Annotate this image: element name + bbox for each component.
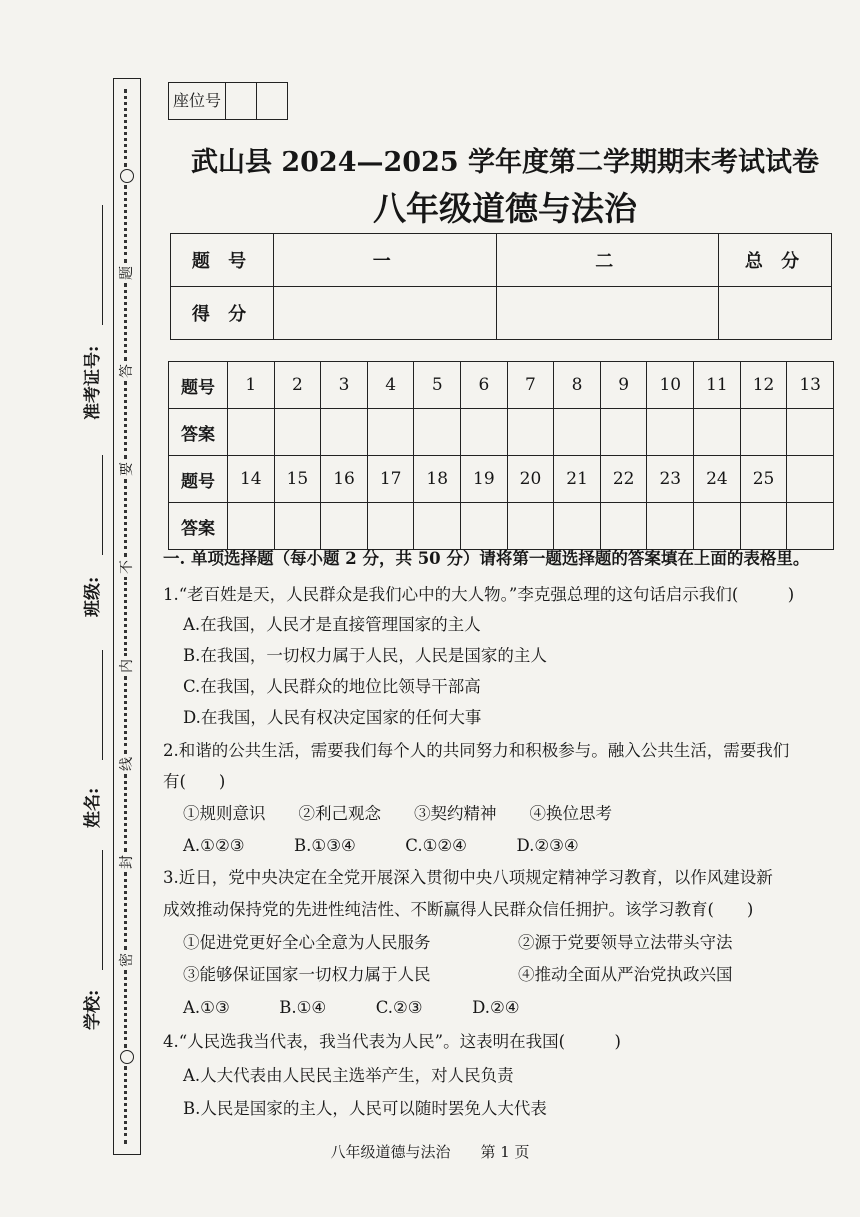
seal-char: 答: [119, 364, 135, 379]
question-no: 4: [367, 362, 414, 409]
question-no: 7: [507, 362, 554, 409]
seal-char: 题: [119, 266, 135, 281]
question-no: 10: [647, 362, 694, 409]
question-no: 3: [321, 362, 368, 409]
answer-cell[interactable]: [740, 503, 787, 550]
score-row-label: 得 分: [171, 287, 274, 340]
q2-options: A.①②③ B.①③④ C.①②④ D.②③④: [183, 836, 579, 855]
question-no: 17: [367, 456, 414, 503]
seal-circle: [120, 1050, 134, 1064]
q1-option-c: C.在我国，人民群众的地位比领导干部高: [183, 677, 481, 696]
answer-cell[interactable]: [228, 409, 275, 456]
section-heading: 一. 单项选择题（每小题 2 分，共 50 分）请将第一题选择题的答案填在上面的表格里。: [163, 549, 810, 568]
answer-cell[interactable]: [600, 503, 647, 550]
seal-line-strip: [113, 78, 141, 1155]
answer-cell[interactable]: [507, 409, 554, 456]
answer-cell[interactable]: [647, 409, 694, 456]
school-label: 学校:: [83, 989, 103, 1030]
q1-option-d: D.在我国，人民有权决定国家的任何大事: [183, 708, 482, 727]
q3-stem-cont: 成效推动保持党的先进性纯洁性、不断赢得人民群众信任拥护。该学习教育( ): [163, 900, 754, 919]
score-cell[interactable]: [719, 287, 832, 340]
question-no: [787, 456, 834, 503]
answer-cell[interactable]: [367, 503, 414, 550]
answer-cell[interactable]: [274, 503, 321, 550]
question-no: 5: [414, 362, 461, 409]
seal-char: 密: [119, 952, 135, 967]
answer-header-row-2: [169, 456, 834, 503]
name-field[interactable]: [78, 650, 108, 840]
question-no: 19: [461, 456, 508, 503]
score-col-2: 二: [496, 234, 719, 287]
seat-cell: [226, 83, 257, 119]
page-footer: 八年级道德与法治 第 1 页: [330, 1143, 530, 1161]
seal-char: 封: [119, 854, 135, 869]
answer-cell[interactable]: [507, 503, 554, 550]
seal-circle: [120, 169, 134, 183]
answer-cell[interactable]: [321, 503, 368, 550]
q1-stem: 1.“老百姓是天，人民群众是我们心中的大人物。”李克强总理的这句话启示我们( ): [163, 585, 795, 604]
question-no: 6: [461, 362, 508, 409]
score-cell[interactable]: [496, 287, 719, 340]
answer-header-row-1: [169, 362, 834, 409]
answer-cell[interactable]: [787, 503, 834, 550]
seat-number-label: 座位号: [169, 83, 226, 119]
q2-stem: 2.和谐的公共生活，需要我们每个人的共同努力和积极参与。融入公共生活，需要我们: [163, 741, 790, 760]
question-no: 23: [647, 456, 694, 503]
answer-cell[interactable]: [647, 503, 694, 550]
q3-item-3: ③能够保证国家一切权力属于人民: [183, 965, 431, 984]
q1-option-b: B.在我国，一切权力属于人民，人民是国家的主人: [183, 646, 547, 665]
seat-number-box: [168, 82, 288, 120]
q4-option-b: B.人民是国家的主人，人民可以随时罢免人大代表: [183, 1099, 547, 1118]
answer-cell[interactable]: [554, 503, 601, 550]
score-col-total: 总 分: [719, 234, 832, 287]
question-no: 15: [274, 456, 321, 503]
question-no: 14: [228, 456, 275, 503]
question-no: 8: [554, 362, 601, 409]
question-no: 2: [274, 362, 321, 409]
q3-options: A.①③ B.①④ C.②③ D.②④: [183, 998, 520, 1017]
question-no-label: 题号: [169, 362, 228, 409]
score-col-1: 一: [274, 234, 497, 287]
seal-char: 要: [119, 462, 135, 477]
question-no: 13: [787, 362, 834, 409]
question-no-label: 题号: [169, 456, 228, 503]
q2-stem-cont: 有( ): [163, 772, 226, 791]
question-no: 16: [321, 456, 368, 503]
answer-cell[interactable]: [461, 409, 508, 456]
question-no: 12: [740, 362, 787, 409]
subject-title: 八年级道德与法治: [373, 189, 637, 228]
answer-cell[interactable]: [694, 503, 741, 550]
answer-cell[interactable]: [228, 503, 275, 550]
seal-char: 不: [119, 560, 135, 575]
q1-option-a: A.在我国，人民才是直接管理国家的主人: [183, 615, 481, 634]
answer-cell[interactable]: [274, 409, 321, 456]
question-no: 11: [694, 362, 741, 409]
seal-char: 内: [119, 658, 135, 673]
q3-stem: 3.近日，党中央决定在全党开展深入贯彻中央八项规定精神学习教育，以作风建设新: [163, 868, 773, 887]
question-no: 18: [414, 456, 461, 503]
answer-row-1: [169, 409, 834, 456]
answer-cell[interactable]: [321, 409, 368, 456]
class-field[interactable]: [78, 455, 108, 625]
question-no: 22: [600, 456, 647, 503]
q3-item-1: ①促进党更好全心全意为人民服务: [183, 933, 431, 952]
question-no: 25: [740, 456, 787, 503]
q3-item-2: ②源于党要领导立法带头守法: [518, 933, 733, 952]
exam-id-field[interactable]: [78, 205, 108, 445]
answer-cell[interactable]: [600, 409, 647, 456]
answer-cell[interactable]: [461, 503, 508, 550]
answer-cell[interactable]: [694, 409, 741, 456]
class-label: 班级:: [83, 576, 103, 617]
answer-label: 答案: [169, 503, 228, 550]
answer-label: 答案: [169, 409, 228, 456]
answer-cell[interactable]: [414, 503, 461, 550]
answer-cell[interactable]: [554, 409, 601, 456]
question-no: 24: [694, 456, 741, 503]
exam-id-label: 准考证号:: [83, 345, 103, 420]
q2-items: ①规则意识 ②利己观念 ③契约精神 ④换位思考: [183, 804, 612, 823]
answer-cell[interactable]: [740, 409, 787, 456]
exam-title: 武山县 2024—2025 学年度第二学期期末考试试卷: [190, 147, 820, 178]
answer-table: [168, 361, 834, 550]
school-field[interactable]: [78, 850, 108, 1040]
question-no: 20: [507, 456, 554, 503]
score-cell[interactable]: [274, 287, 497, 340]
seal-char: 线: [119, 756, 135, 771]
question-no: 9: [600, 362, 647, 409]
score-table: [170, 233, 832, 340]
seat-cell: [257, 83, 287, 119]
answer-cell[interactable]: [367, 409, 414, 456]
answer-row-2: [169, 503, 834, 550]
question-no: 21: [554, 456, 601, 503]
name-label: 姓名:: [83, 787, 103, 828]
answer-cell[interactable]: [414, 409, 461, 456]
q3-item-4: ④推动全面从严治党执政兴国: [518, 965, 733, 984]
question-no: 1: [228, 362, 275, 409]
answer-cell[interactable]: [787, 409, 834, 456]
score-header-label: 题 号: [171, 234, 274, 287]
q4-option-a: A.人大代表由人民民主选举产生，对人民负责: [183, 1066, 514, 1085]
q4-stem: 4.“人民选我当代表，我当代表为人民”。这表明在我国( ): [163, 1032, 621, 1051]
